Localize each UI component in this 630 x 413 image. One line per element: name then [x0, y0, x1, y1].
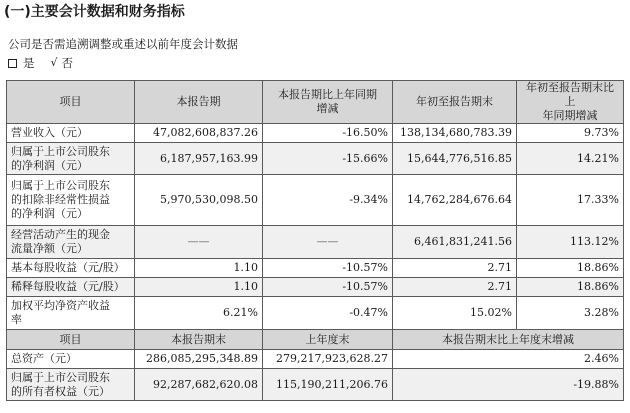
- cell-value: 17.33%: [517, 175, 624, 226]
- table-row: [7, 278, 624, 297]
- col-header-period-end: 本报告期末: [135, 330, 263, 350]
- row-label: 加权平均净资产收益 率: [7, 297, 135, 330]
- cell-value: 14,762,284,676.64: [393, 175, 517, 226]
- cell-value: 115,190,211,206.76: [263, 369, 393, 401]
- row-label: 稀释每股收益（元/股）: [7, 278, 135, 297]
- table-row: [7, 124, 624, 143]
- cell-value: 6.21%: [135, 297, 263, 330]
- retro-adjust-question: 公司是否需追溯调整或重述以前年度会计数据: [8, 37, 238, 51]
- cell-value: 2.71: [393, 259, 517, 278]
- cell-value: 5,970,530,098.50: [135, 175, 263, 226]
- cell-value: 3.28%: [517, 297, 624, 330]
- cell-value: 2.71: [393, 278, 517, 297]
- table-header-row: [7, 81, 624, 124]
- row-label: 归属于上市公司股东 的净利润（元）: [7, 143, 135, 175]
- yes-checkbox[interactable]: [8, 59, 17, 68]
- col-header-item: 项目: [7, 81, 135, 124]
- cell-value: 6,461,831,241.56: [393, 226, 517, 259]
- col-header-ytd: 年初至报告期末: [393, 81, 517, 124]
- cell-value: -15.66%: [263, 143, 393, 175]
- no-label: 否: [61, 56, 74, 70]
- cell-value: 279,217,923,628.27: [263, 350, 393, 369]
- col-header-item: 项目: [7, 330, 135, 350]
- cell-value: ——: [263, 226, 393, 259]
- col-header-period-yoy-change: 本报告期比上年同期 增减: [263, 81, 393, 124]
- retro-adjust-answer: [8, 55, 75, 71]
- cell-value: 138,134,680,783.39: [393, 124, 517, 143]
- cell-value: ——: [135, 226, 263, 259]
- table-subheader-row: [7, 330, 624, 350]
- cell-value: 15,644,776,516.85: [393, 143, 517, 175]
- section-title: (一)主要会计数据和财务指标: [4, 4, 185, 20]
- table-row: [7, 226, 624, 259]
- yes-label: 是: [23, 56, 35, 70]
- cell-value: 18.86%: [517, 259, 624, 278]
- col-header-prior-year-end: 上年度末: [263, 330, 393, 350]
- cell-value: 9.73%: [517, 124, 624, 143]
- cell-value: 92,287,682,620.08: [135, 369, 263, 401]
- cell-value: -10.57%: [263, 278, 393, 297]
- cell-value: 47,082,608,837.26: [135, 124, 263, 143]
- row-label: 基本每股收益（元/股）: [7, 259, 135, 278]
- cell-value: -0.47%: [263, 297, 393, 330]
- col-header-current-period: 本报告期: [135, 81, 263, 124]
- row-label: 经营活动产生的现金 流量净额（元）: [7, 226, 135, 259]
- col-header-ytd-yoy-change: 年初至报告期末比上 年同期增减: [517, 81, 624, 124]
- row-label: 总资产（元）: [7, 350, 135, 369]
- cell-value: -19.88%: [393, 369, 624, 401]
- row-label: 归属于上市公司股东 的扣除非经常性损益 的净利润（元）: [7, 175, 135, 226]
- table-row: [7, 175, 624, 226]
- cell-value: 286,085,295,348.89: [135, 350, 263, 369]
- table-row: [7, 143, 624, 175]
- table-row: [7, 297, 624, 330]
- table-row: [7, 259, 624, 278]
- row-label: 归属于上市公司股东 的所有者权益（元）: [7, 369, 135, 401]
- cell-value: -16.50%: [263, 124, 393, 143]
- row-label: 营业收入（元）: [7, 124, 135, 143]
- cell-value: 18.86%: [517, 278, 624, 297]
- cell-value: -10.57%: [263, 259, 393, 278]
- cell-value: 15.02%: [393, 297, 517, 330]
- cell-value: 113.12%: [517, 226, 624, 259]
- col-header-change-vs-prior-year-end: 本报告期末比上年度末增减: [393, 330, 624, 350]
- cell-value: 1.10: [135, 259, 263, 278]
- cell-value: 6,187,957,163.99: [135, 143, 263, 175]
- cell-value: 1.10: [135, 278, 263, 297]
- checkmark-icon: √: [50, 56, 58, 69]
- financial-data-table: [6, 80, 624, 401]
- cell-value: 2.46%: [393, 350, 624, 369]
- table-row: [7, 350, 624, 369]
- cell-value: -9.34%: [263, 175, 393, 226]
- cell-value: 14.21%: [517, 143, 624, 175]
- table-row: [7, 369, 624, 401]
